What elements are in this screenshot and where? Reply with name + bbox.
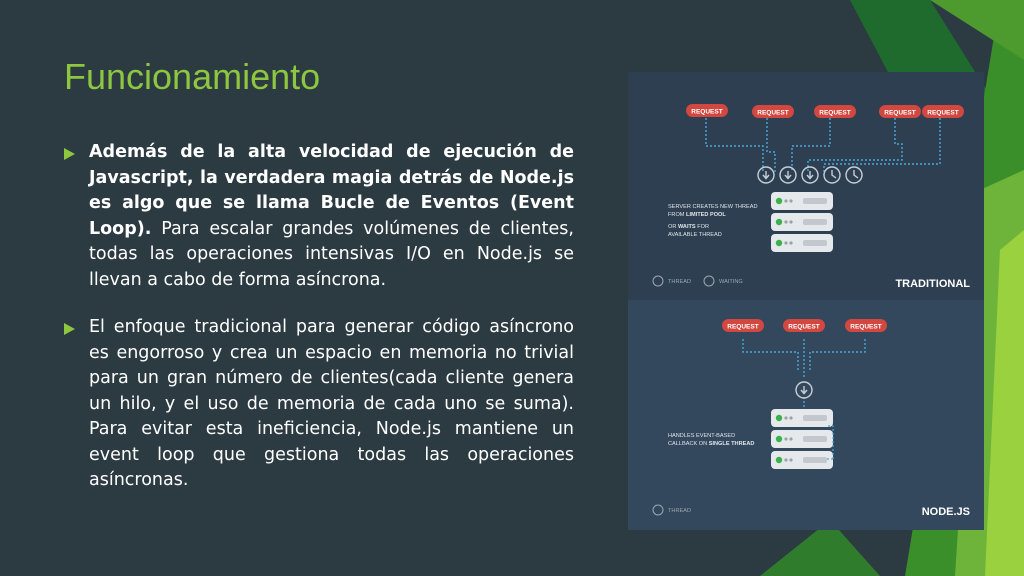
bullet-normal-text: Para escalar grandes volúmenes de clientes, todas las operaciones intensivas I/O en Node.js se llevan a cabo de forma asíncrona.	[89, 218, 574, 290]
svg-text:REQUEST: REQUEST	[691, 108, 723, 116]
svg-text:REQUEST: REQUEST	[927, 109, 959, 117]
bullet-arrow-icon	[64, 323, 75, 335]
svg-text:FROM LIMITED POOL: FROM LIMITED POOL	[668, 212, 726, 218]
svg-text:REQUEST: REQUEST	[757, 109, 789, 117]
svg-text:AVAILABLE THREAD: AVAILABLE THREAD	[668, 232, 722, 238]
bullet-arrow-icon	[64, 148, 75, 160]
bullet-list	[64, 140, 574, 516]
svg-text:THREAD: THREAD	[668, 508, 691, 514]
nodejs-requests	[722, 319, 887, 332]
svg-text:HANDLES EVENT-BASED: HANDLES EVENT-BASED	[668, 433, 736, 439]
bullet-bold-text: Además de la alta velocidad de ejecución de Javascript, la verdadera magia detrás de Node.js es algo que se llama Bucle de Eventos (Event Loop).	[89, 142, 574, 239]
bullet-text	[89, 140, 574, 293]
svg-text:OR WAITS FOR: OR WAITS FOR	[668, 224, 710, 230]
nodejs-label: NODE.JS	[921, 506, 970, 518]
svg-text:SERVER CREATES NEW THREAD: SERVER CREATES NEW THREAD	[668, 204, 758, 210]
svg-text:WAITING: WAITING	[719, 279, 743, 285]
svg-text:THREAD: THREAD	[668, 279, 691, 285]
bullet-text	[89, 315, 574, 494]
bullet-item	[64, 140, 574, 293]
svg-text:REQUEST: REQUEST	[884, 109, 916, 117]
bullet-normal-text: El enfoque tradicional para generar código asíncrono es engorroso y crea un espacio en memoria no trivial para un gran número de clientes(cada cliente genera un hilo, y el uso de memoria de cada uno se suma). Para evitar esta ineficiencia, Node.js mantiene un event loop que gestiona todas las operaciones asíncronas.	[89, 317, 574, 490]
svg-text:REQUEST: REQUEST	[850, 323, 882, 331]
svg-text:REQUEST: REQUEST	[788, 323, 820, 331]
svg-text:REQUEST: REQUEST	[819, 109, 851, 117]
nodejs-vs-traditional-diagram	[628, 72, 984, 530]
traditional-label: TRADITIONAL	[895, 278, 970, 290]
slide-title: Funcionamiento	[64, 56, 321, 97]
svg-text:CALLBACK ON SINGLE THREAD: CALLBACK ON SINGLE THREAD	[668, 441, 755, 447]
bullet-item	[64, 315, 574, 494]
svg-text:REQUEST: REQUEST	[727, 323, 759, 331]
traditional-server	[771, 192, 833, 252]
nodejs-server	[771, 409, 833, 469]
